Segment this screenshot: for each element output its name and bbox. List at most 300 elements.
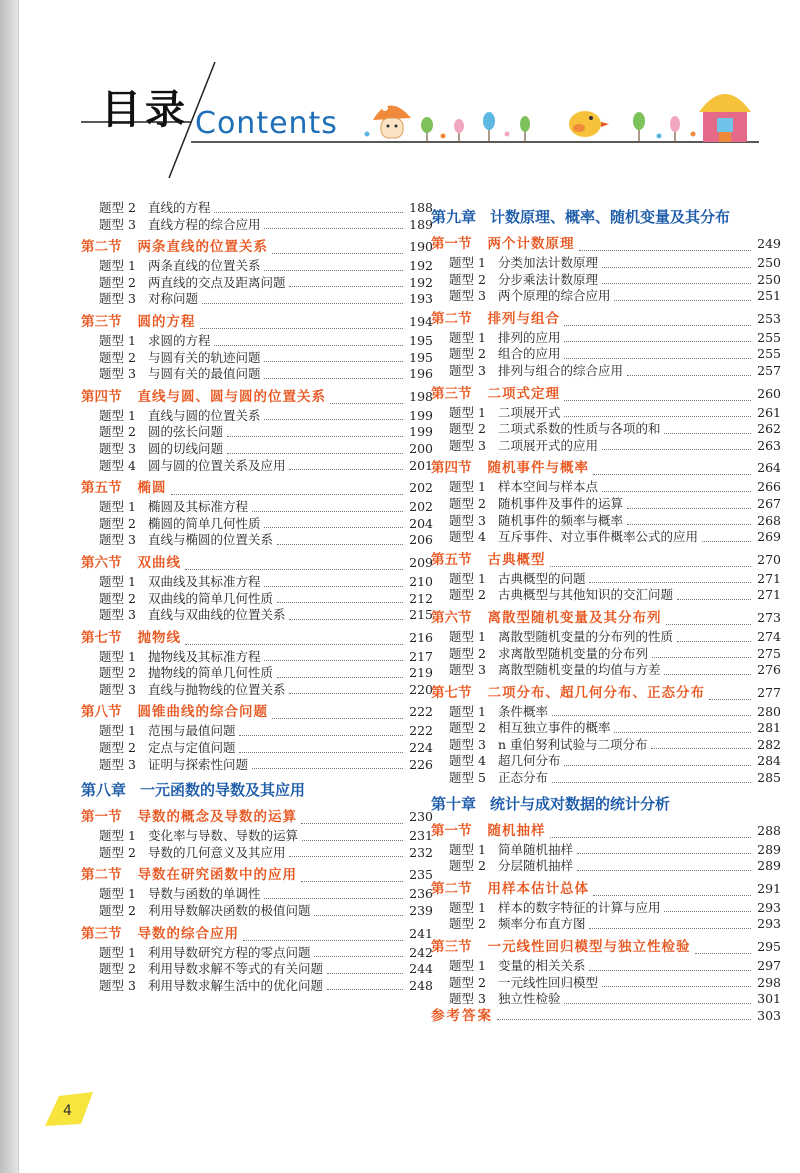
dot-leader	[289, 286, 403, 287]
toc-page-number: 293	[757, 899, 781, 915]
toc-entry-label: 题型 4	[449, 753, 486, 769]
dot-leader	[552, 715, 751, 716]
dot-leader	[227, 436, 403, 437]
mushroom-icon	[373, 102, 411, 139]
toc-item-row[interactable]	[431, 421, 781, 438]
tree-icon	[520, 116, 530, 142]
dot-leader	[602, 267, 751, 268]
dot-leader	[272, 253, 403, 254]
dot-leader	[272, 718, 403, 719]
toc-entry-label: 题型 2	[99, 200, 136, 215]
toc-entry-title: n 重伯努利试验与二项分布	[497, 736, 648, 752]
dot-leader	[652, 657, 751, 658]
dot-leader	[327, 973, 403, 974]
dot-leader	[264, 660, 403, 661]
toc-page-number: 236	[409, 886, 433, 902]
toc-item-row[interactable]	[431, 753, 781, 770]
toc-entry-label: 题型 1	[449, 404, 486, 420]
toc-page-number: 217	[409, 648, 433, 664]
toc-entry-label: 第七节	[81, 629, 122, 646]
dot-leader	[550, 837, 752, 838]
toc-entry-title: 利用导数求解不等式的有关问题	[147, 961, 323, 977]
toc-page-number: 269	[757, 529, 781, 545]
toc-section-row[interactable]	[81, 864, 433, 886]
toc-page-number: 192	[409, 274, 433, 290]
toc-section-row[interactable]	[431, 820, 781, 842]
toc-section-row[interactable]	[431, 549, 781, 571]
toc-entry-title: 直线与椭圆的位置关系	[147, 532, 273, 548]
toc-entry-label: 题型 2	[99, 424, 136, 440]
page-header	[19, 0, 800, 190]
dot-leader	[227, 453, 403, 454]
toc-item-row[interactable]	[81, 682, 433, 699]
dot-leader	[602, 283, 751, 284]
toc-entry-title: 排列与组合	[487, 310, 560, 327]
dot-leader	[577, 870, 751, 871]
toc-page-number: 289	[757, 858, 781, 874]
toc-item-row[interactable]	[431, 629, 781, 646]
toc-section-row[interactable]	[81, 923, 433, 945]
toc-item-row[interactable]	[431, 991, 781, 1008]
toc-chapter-row[interactable]	[431, 204, 781, 230]
toc-page-number: 193	[409, 291, 433, 307]
toc-entry-label: 题型 2	[449, 346, 486, 362]
toc-entry-label: 第七节	[431, 684, 472, 701]
toc-entry-label: 题型 3	[449, 362, 486, 378]
toc-page-number: 303	[757, 1007, 781, 1023]
toc-entry-title: 随机抽样	[487, 822, 546, 839]
toc-page-number: 263	[757, 437, 781, 453]
tree-icon	[670, 116, 680, 142]
toc-entry-label: 题型 1	[99, 828, 136, 844]
toc-page-number: 270	[757, 551, 781, 567]
toc-item-row[interactable]	[431, 496, 781, 513]
dot-leader	[602, 986, 751, 987]
toc-entry-label: 题型 2	[449, 271, 486, 287]
toc-entry-title: 二项式定理	[487, 385, 560, 402]
toc-page-number: 204	[409, 515, 433, 531]
dot-icon	[505, 132, 510, 137]
toc-section-row[interactable]	[431, 233, 781, 255]
toc-page-number: 282	[757, 736, 781, 752]
dot-leader	[214, 212, 403, 213]
toc-page-number: 267	[757, 495, 781, 511]
toc-item-row[interactable]	[431, 770, 781, 787]
dot-leader	[564, 416, 751, 417]
toc-entry-title: 对称问题	[147, 291, 198, 307]
toc-section-row[interactable]	[81, 701, 433, 723]
toc-entry-title: 直线与双曲线的位置关系	[147, 607, 286, 623]
dot-leader	[677, 641, 751, 642]
page-number: 4	[63, 1103, 72, 1119]
dot-leader	[589, 582, 751, 583]
toc-page-number: 198	[409, 388, 433, 404]
toc-item-row[interactable]	[81, 591, 433, 608]
dot-leader	[314, 915, 403, 916]
toc-entry-title: 古典概型的问题	[497, 570, 586, 586]
toc-entry-title: 古典概型与其他知识的交汇问题	[497, 587, 673, 603]
toc-section-row[interactable]	[431, 936, 781, 958]
toc-entry-title: 用样本估计总体	[487, 880, 589, 897]
toc-page-number: 210	[409, 573, 433, 589]
toc-entry-title: 一元线性回归模型	[497, 974, 598, 990]
toc-item-row[interactable]	[81, 903, 433, 920]
toc-page-number: 224	[409, 740, 433, 756]
toc-section-row[interactable]	[431, 457, 781, 479]
toc-item-row[interactable]	[431, 438, 781, 455]
dot-leader	[709, 699, 751, 700]
toc-entry-label: 题型 1	[449, 958, 486, 974]
toc-item-row[interactable]	[431, 587, 781, 604]
toc-item-row[interactable]	[81, 574, 433, 591]
toc-page-number: 222	[409, 723, 433, 739]
toc-section-row[interactable]	[81, 477, 433, 499]
toc-item-row[interactable]	[431, 662, 781, 679]
toc-page-number: 188	[409, 200, 433, 215]
dot-leader	[577, 853, 751, 854]
tree-icon	[483, 112, 495, 142]
toc-page-number: 242	[409, 944, 433, 960]
dot-leader	[593, 474, 751, 475]
toc-item-row[interactable]	[81, 350, 433, 367]
toc-page-number: 195	[409, 332, 433, 348]
toc-entry-title: 直线与圆、圆与圆的位置关系	[137, 388, 326, 405]
toc-entry-title: 范围与最值问题	[147, 723, 236, 739]
tree-icon	[454, 119, 464, 142]
toc-entry-label: 题型 3	[99, 291, 136, 307]
toc-entry-title: 利用导数求解生活中的优化问题	[147, 977, 323, 993]
toc-entry-title: 导数与函数的单调性	[147, 886, 261, 902]
toc-entry-title: 两条直线的位置关系	[147, 258, 261, 274]
toc-entry-title: 独立性检验	[497, 991, 561, 1007]
toc-item-row[interactable]	[431, 916, 781, 933]
toc-item-row[interactable]	[431, 737, 781, 754]
toc-section-row[interactable]	[431, 878, 781, 900]
toc-entry-label: 题型 1	[99, 944, 136, 960]
toc-page-number: 274	[757, 628, 781, 644]
toc-entry-title: 组合的应用	[497, 346, 561, 362]
toc-item-row[interactable]	[81, 978, 433, 995]
toc-entry-title: 离散型随机变量的分布列的性质	[497, 628, 673, 644]
dot-leader	[614, 732, 751, 733]
dot-leader	[314, 956, 403, 957]
toc-entry-label: 题型 1	[99, 407, 136, 423]
dot-leader	[264, 361, 403, 362]
toc-page-number: 226	[409, 756, 433, 772]
toc-item-row[interactable]	[431, 330, 781, 347]
toc-item-row[interactable]	[431, 704, 781, 721]
toc-item-row[interactable]	[81, 886, 433, 903]
toc-entry-title: 分步乘法计数原理	[497, 271, 598, 287]
toc-item-row[interactable]	[81, 532, 433, 549]
toc-item-row[interactable]	[81, 607, 433, 624]
toc-item-row[interactable]	[81, 333, 433, 350]
toc-entry-label: 题型 3	[99, 440, 136, 456]
toc-page-number: 199	[409, 424, 433, 440]
toc-entry-title: 简单随机抽样	[497, 841, 573, 857]
toc-item-row[interactable]	[81, 217, 433, 234]
toc-section-row[interactable]	[81, 806, 433, 828]
toc-entry-label: 题型 2	[449, 916, 486, 932]
toc-item-row[interactable]	[431, 363, 781, 380]
page-title-english: Contents	[195, 106, 338, 141]
dot-leader	[200, 328, 404, 329]
toc-page-number: 244	[409, 961, 433, 977]
toc-entry-title: 两个计数原理	[487, 236, 575, 252]
toc-item-row[interactable]	[431, 405, 781, 422]
toc-entry-label: 第九章	[431, 208, 477, 226]
dot-leader	[677, 599, 751, 600]
toc-page-number: 219	[409, 665, 433, 681]
toc-entry-title: 离散型随机变量及其分布列	[487, 609, 662, 626]
toc-item-row[interactable]	[81, 258, 433, 275]
toc-page-number: 215	[409, 607, 433, 623]
dot-leader	[589, 928, 751, 929]
toc-entry-title: 与圆有关的最值问题	[147, 366, 261, 382]
toc-item-row[interactable]	[81, 845, 433, 862]
toc-page-number: 260	[757, 385, 781, 401]
toc-entry-label: 题型 3	[449, 288, 486, 304]
toc-section-row[interactable]	[81, 386, 433, 408]
toc-item-row[interactable]	[81, 275, 433, 292]
toc-item-row[interactable]	[81, 723, 433, 740]
dot-leader	[277, 677, 403, 678]
toc-entry-label: 第一节	[81, 809, 122, 826]
toc-item-row[interactable]	[431, 288, 781, 305]
toc-entry-label: 题型 1	[99, 332, 136, 348]
toc-entry-label: 题型 2	[99, 274, 136, 290]
toc-item-row[interactable]	[431, 272, 781, 289]
toc-entry-title: 二项展开式	[497, 404, 561, 420]
toc-entry-title: 直线的方程	[147, 200, 211, 215]
toc-entry-label: 题型 4	[449, 529, 486, 545]
toc-entry-label: 题型 1	[99, 258, 136, 274]
toc-section-row[interactable]	[81, 627, 433, 649]
bird-icon	[569, 111, 609, 137]
toc-item-row[interactable]	[431, 975, 781, 992]
dot-leader	[627, 508, 751, 509]
toc-page-number: 196	[409, 366, 433, 382]
toc-page-number: 239	[409, 903, 433, 919]
toc-page-number: 293	[757, 916, 781, 932]
toc-page-number: 261	[757, 404, 781, 420]
toc-entry-title: 随机事件与概率	[487, 460, 589, 477]
dot-leader	[327, 989, 403, 990]
toc-section-row[interactable]	[431, 682, 781, 704]
dot-leader	[593, 895, 751, 896]
toc-entry-title: 导数在研究函数中的应用	[137, 867, 297, 884]
dot-leader	[497, 1019, 751, 1020]
toc-entry-title: 变量的相关关系	[497, 958, 586, 974]
toc-item-row[interactable]	[81, 408, 433, 425]
toc-section-row[interactable]	[81, 552, 433, 574]
dot-leader	[602, 491, 751, 492]
toc-page-number: 250	[757, 271, 781, 287]
toc-section-row[interactable]	[81, 236, 433, 258]
toc-entry-title: 互斥事件、对立事件概率公式的应用	[497, 529, 698, 545]
toc-entry-label: 第二节	[81, 867, 122, 884]
toc-page-number: 216	[409, 629, 433, 645]
dot-leader	[289, 856, 403, 857]
toc-entry-label: 第三节	[81, 925, 122, 942]
toc-entry-label: 题型 1	[449, 570, 486, 586]
toc-item-row[interactable]	[431, 255, 781, 272]
dot-leader	[301, 881, 403, 882]
toc-item-row[interactable]	[431, 529, 781, 546]
toc-entry-label: 题型 2	[99, 515, 136, 531]
toc-item-row[interactable]	[81, 499, 433, 516]
dot-leader	[602, 449, 751, 450]
dot-leader	[264, 586, 403, 587]
toc-page-number: 280	[757, 703, 781, 719]
toc-entry-label: 题型 3	[99, 756, 136, 772]
dot-leader	[564, 341, 751, 342]
toc-entry-title: 相互独立事件的概率	[497, 720, 611, 736]
toc-item-row[interactable]	[81, 366, 433, 383]
dot-leader	[185, 644, 403, 645]
toc-item-row[interactable]	[431, 346, 781, 363]
toc-item-row[interactable]	[81, 441, 433, 458]
toc-entry-title: 分层随机抽样	[497, 858, 573, 874]
toc-page-number: 189	[409, 216, 433, 232]
toc-entry-label: 题型 2	[449, 495, 486, 511]
dot-icon	[657, 134, 662, 139]
dot-leader	[301, 823, 403, 824]
dot-leader	[552, 782, 751, 783]
toc-page-number: 201	[409, 457, 433, 473]
toc-chapter-row[interactable]	[81, 777, 433, 803]
toc-page-number: 288	[757, 822, 781, 838]
toc-item-row[interactable]	[81, 516, 433, 533]
toc-entry-label: 题型 3	[99, 532, 136, 548]
toc-item-row[interactable]	[81, 200, 433, 217]
toc-entry-title: 二项分布、超几何分布、正态分布	[487, 684, 705, 701]
toc-entry-label: 题型 1	[449, 841, 486, 857]
house-icon	[699, 94, 751, 142]
toc-item-row[interactable]	[81, 961, 433, 978]
toc-entry-label: 第六节	[431, 609, 472, 626]
toc-page-number: 251	[757, 288, 781, 304]
toc-entry-label: 题型 4	[99, 457, 136, 473]
dot-leader	[695, 953, 752, 954]
toc-entry-label: 题型 2	[449, 974, 486, 990]
toc-item-row[interactable]	[81, 740, 433, 757]
toc-entry-title: 直线与抛物线的位置关系	[147, 681, 286, 697]
toc-item-row[interactable]	[81, 649, 433, 666]
toc-left-column	[81, 200, 433, 994]
toc-item-row[interactable]	[431, 513, 781, 530]
toc-page-number: 192	[409, 258, 433, 274]
dot-icon	[441, 134, 446, 139]
toc-entry-label: 题型 1	[99, 886, 136, 902]
toc-item-row[interactable]	[431, 646, 781, 663]
toc-item-row[interactable]	[81, 665, 433, 682]
toc-entry-label: 题型 2	[449, 645, 486, 661]
toc-item-row[interactable]	[81, 424, 433, 441]
toc-page-number: 194	[409, 313, 433, 329]
toc-page-number: 248	[409, 977, 433, 993]
dot-icon	[691, 132, 696, 137]
toc-page-number: 249	[757, 236, 781, 251]
toc-page-number: 253	[757, 310, 781, 326]
toc-page-number: 202	[409, 480, 433, 496]
toc-entry-title: 统计与成对数据的统计分析	[490, 794, 671, 813]
toc-entry-label: 题型 1	[449, 479, 486, 495]
toc-item-row[interactable]	[81, 828, 433, 845]
toc-entry-title: 频率分布直方图	[497, 916, 586, 932]
toc-entry-label: 题型 1	[449, 899, 486, 915]
dot-leader	[579, 250, 752, 251]
toc-entry-title: 样本的数字特征的计算与应用	[497, 899, 661, 915]
toc-section-row[interactable]	[431, 308, 781, 330]
toc-section-row[interactable]	[431, 383, 781, 405]
toc-item-row[interactable]	[431, 479, 781, 496]
toc-item-row[interactable]	[431, 842, 781, 859]
toc-entry-title: 双曲线及其标准方程	[147, 573, 261, 589]
toc-page-number: 264	[757, 460, 781, 476]
toc-item-row[interactable]	[431, 571, 781, 588]
toc-item-row[interactable]	[431, 858, 781, 875]
toc-chapter-row[interactable]	[431, 791, 781, 817]
toc-entry-label: 题型 3	[449, 662, 486, 678]
dot-leader	[264, 378, 403, 379]
dot-leader	[564, 765, 751, 766]
dot-leader	[564, 358, 751, 359]
dot-leader	[664, 674, 751, 675]
toc-entry-label: 题型 3	[99, 366, 136, 382]
toc-entry-title: 正态分布	[497, 770, 548, 786]
toc-page-number: 212	[409, 590, 433, 606]
toc-item-row[interactable]	[81, 291, 433, 308]
toc-entry-label: 第六节	[81, 554, 122, 571]
toc-item-row[interactable]	[81, 757, 433, 774]
toc-item-row[interactable]	[431, 720, 781, 737]
dot-leader	[702, 541, 751, 542]
toc-page-number: 275	[757, 645, 781, 661]
toc-entry-label: 题型 2	[99, 903, 136, 919]
toc-entry-label: 题型 5	[449, 770, 486, 786]
toc-entry-title: 椭圆	[137, 480, 167, 497]
toc-entry-label: 题型 3	[449, 437, 486, 453]
toc-entry-title: 样本空间与样本点	[497, 479, 598, 495]
dot-leader	[589, 970, 751, 971]
toc-entry-label: 参考答案	[431, 1007, 493, 1024]
dot-leader	[185, 569, 403, 570]
toc-entry-title: 超几何分布	[497, 753, 561, 769]
toc-section-row[interactable]	[81, 311, 433, 333]
toc-item-row[interactable]	[81, 458, 433, 475]
toc-item-row[interactable]	[81, 945, 433, 962]
toc-page-number: 232	[409, 844, 433, 860]
dot-leader	[564, 325, 751, 326]
dot-leader	[627, 524, 751, 525]
toc-page-number: 195	[409, 349, 433, 365]
toc-page-number: 235	[409, 867, 433, 883]
toc-section-row[interactable]	[431, 607, 781, 629]
toc-entry-title: 双曲线的简单几何性质	[147, 590, 273, 606]
toc-entry-title: 两直线的交点及距离问题	[147, 274, 286, 290]
toc-entry-title: 排列的应用	[497, 329, 561, 345]
tree-icon	[633, 112, 645, 142]
toc-item-row[interactable]	[431, 900, 781, 917]
book-spine	[0, 0, 18, 1173]
toc-entry-title: 导数的几何意义及其应用	[147, 844, 286, 860]
dot-leader	[277, 602, 403, 603]
toc-entry-title: 一元函数的导数及其应用	[140, 781, 306, 800]
toc-item-row[interactable]	[431, 958, 781, 975]
toc-entry-label: 题型 2	[449, 421, 486, 437]
toc-end-row[interactable]	[431, 1008, 781, 1025]
